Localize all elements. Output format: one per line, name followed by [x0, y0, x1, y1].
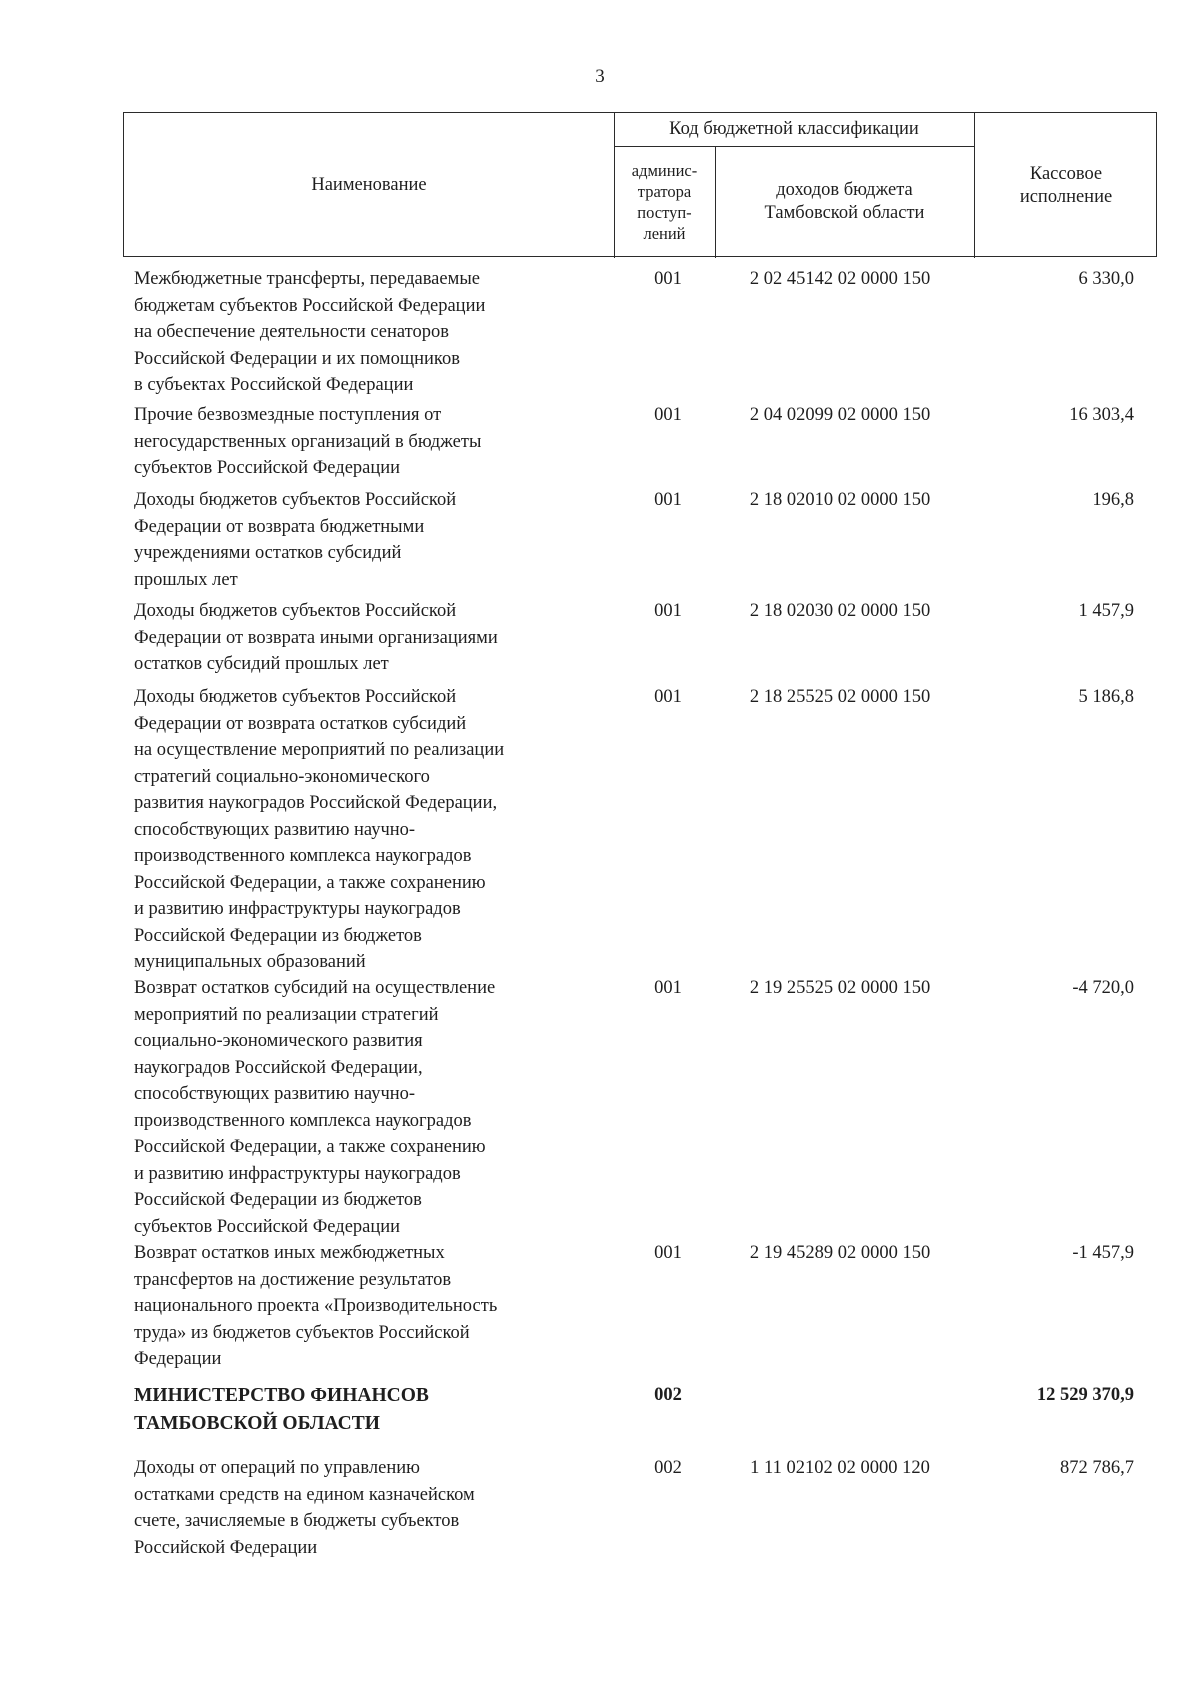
row-amount: 16 303,4: [1069, 405, 1134, 425]
row-revenue-code: 2 19 25525 02 0000 150: [749, 978, 931, 998]
row-name-line: Российской Федерации, а также сохранению: [134, 872, 486, 893]
row-admin-code: 001: [654, 1243, 682, 1263]
header-admin-line: админис-: [631, 161, 698, 180]
row-name-line: производственного комплекса наукоградов: [134, 1110, 472, 1131]
header-revenue-line: доходов бюджета: [776, 180, 913, 200]
row-name-line: мероприятий по реализации стратегий: [134, 1004, 439, 1025]
row-name-line: остатками средств на едином казначейском: [134, 1484, 475, 1505]
row-name-line: Федерации от возврата бюджетными: [134, 516, 425, 537]
row-admin-code: 001: [654, 490, 682, 510]
row-name-line: субъектов Российской Федерации: [134, 458, 401, 478]
row-name-line: Российской Федерации: [134, 1537, 318, 1558]
row-amount: 5 186,8: [1078, 687, 1134, 707]
row-name-line: и развитию инфраструктуры наукоградов: [134, 1163, 461, 1184]
row-name-line: Доходы бюджетов субъектов Российской: [134, 601, 457, 621]
row-name-line: Прочие безвозмездные поступления от: [134, 405, 442, 425]
header-revenue-line: Тамбовской области: [764, 203, 925, 223]
row-name-line: Федерации от возврата иными организациями: [134, 627, 498, 648]
row-name-line: Российской Федерации, а также сохранению: [134, 1137, 486, 1157]
row-name-line: в субъектах Российской Федерации: [134, 375, 414, 395]
row-name-line: Доходы от операций по управлению: [134, 1458, 420, 1478]
row-name: [134, 1240, 497, 1373]
row-amount: -4 720,0: [1072, 978, 1134, 998]
row-name-line: прошлых лет: [134, 569, 238, 590]
header-execution-line: Кассовое: [1029, 163, 1103, 184]
row-name-line: Федерации от возврата остатков субсидий: [134, 713, 467, 734]
row-admin-code: 002: [654, 1458, 682, 1478]
row-name: [134, 598, 498, 678]
row-name: [134, 487, 456, 593]
row-revenue-code: 2 19 45289 02 0000 150: [749, 1243, 931, 1263]
row-name-line: Доходы бюджетов субъектов Российской: [134, 490, 457, 510]
header-admin-line: лений: [643, 224, 686, 243]
row-name-line: на обеспечение деятельности сенаторов: [134, 322, 449, 342]
row-name-line: учреждениями остатков субсидий: [134, 543, 402, 563]
row-name: [134, 1455, 475, 1561]
row-name-line: остатков субсидий прошлых лет: [134, 654, 389, 674]
row-name: [134, 684, 504, 976]
row-name-line: национального проекта «Производительность: [134, 1296, 498, 1316]
row-name-line: развития наукоградов Российской Федерации,: [134, 793, 498, 813]
row-name-line: трансфертов на достижение результатов: [134, 1269, 452, 1290]
row-amount: -1 457,9: [1072, 1243, 1134, 1263]
row-amount: 12 529 370,9: [1036, 1385, 1134, 1405]
row-name-line: и развитию инфраструктуры наукоградов: [134, 899, 461, 919]
row-admin-code: 002: [654, 1385, 682, 1405]
row-admin-code: 001: [654, 601, 682, 621]
row-revenue-code: 2 18 02030 02 0000 150: [749, 601, 931, 621]
row-name: [134, 1382, 429, 1438]
row-name-line: Российской Федерации и их помощников: [134, 348, 460, 369]
row-admin-code: 001: [654, 687, 682, 707]
row-revenue-code: 1 11 02102 02 0000 120: [750, 1458, 930, 1478]
row-amount: 872 786,7: [1060, 1458, 1134, 1478]
row-admin-code: 001: [654, 405, 682, 425]
header-code-group: Код бюджетной классификации: [669, 119, 919, 139]
row-amount: 1 457,9: [1078, 601, 1134, 621]
row-name: [134, 266, 485, 399]
row-name: [134, 402, 481, 482]
row-revenue-code: 2 04 02099 02 0000 150: [749, 405, 931, 425]
header-admin-line: тратора: [637, 182, 692, 201]
row-name-line: счете, зачисляемые в бюджеты субъектов: [134, 1511, 460, 1531]
row-name-line: Возврат остатков иных межбюджетных: [134, 1243, 445, 1263]
row-admin-code: 001: [654, 978, 682, 998]
row-name-line: ТАМБОВСКОЙ ОБЛАСТИ: [134, 1413, 380, 1434]
row-name-line: Доходы бюджетов субъектов Российской: [134, 687, 457, 707]
header-name: Наименование: [311, 175, 427, 195]
row-name-line: производственного комплекса наукоградов: [134, 846, 472, 866]
row-name-line: на осуществление мероприятий по реализации: [134, 740, 505, 760]
row-revenue-code: 2 18 25525 02 0000 150: [749, 687, 931, 707]
row-admin-code: 001: [654, 269, 682, 289]
row-name-line: Межбюджетные трансферты, передаваемые: [134, 269, 480, 289]
row-name-line: Российской Федерации из бюджетов: [134, 1190, 422, 1210]
row-revenue-code: 2 18 02010 02 0000 150: [749, 490, 931, 510]
page-number: 3: [595, 66, 605, 87]
row-name-line: субъектов Российской Федерации: [134, 1216, 401, 1237]
row-name-line: негосударственных организаций в бюджеты: [134, 431, 482, 452]
row-name-line: МИНИСТЕРСТВО ФИНАНСОВ: [134, 1385, 429, 1406]
row-name-line: труда» из бюджетов субъектов Российской: [134, 1322, 470, 1343]
row-name-line: Федерации: [134, 1349, 222, 1369]
row-name-line: социально-экономического развития: [134, 1031, 423, 1051]
header-execution-line: исполнение: [1019, 186, 1113, 207]
row-amount: 196,8: [1092, 490, 1134, 510]
row-name-line: способствующих развитию научно-: [134, 1084, 416, 1104]
row-name: [134, 975, 495, 1240]
row-name-line: муниципальных образований: [134, 952, 366, 972]
row-name-line: Возврат остатков субсидий на осуществление: [134, 978, 496, 998]
row-name-line: наукоградов Российской Федерации,: [134, 1057, 423, 1078]
header-admin-line: поступ-: [637, 203, 692, 222]
row-name-line: стратегий социально-экономического: [134, 766, 430, 787]
row-name-line: бюджетам субъектов Российской Федерации: [134, 295, 486, 316]
row-amount: 6 330,0: [1078, 269, 1134, 289]
row-name-line: способствующих развитию научно-: [134, 819, 416, 840]
row-name-line: Российской Федерации из бюджетов: [134, 925, 422, 946]
row-revenue-code: 2 02 45142 02 0000 150: [749, 269, 931, 289]
